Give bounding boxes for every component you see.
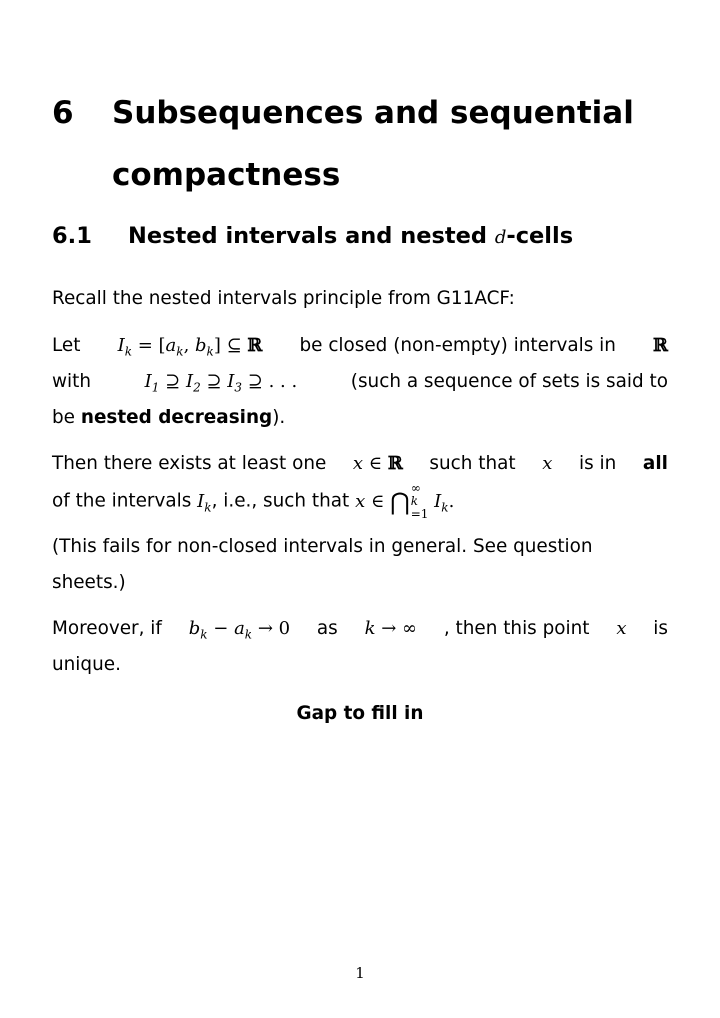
fails-text: (This fails for non-closed intervals in general. See question xyxy=(52,536,593,557)
paragraph-line xyxy=(52,446,668,482)
text-with: with xyxy=(52,371,92,392)
text-of-intervals: of the intervals xyxy=(52,490,192,512)
nested-intervals-paragraph xyxy=(52,328,668,436)
text-moreover-if: Moreover, if xyxy=(52,618,162,639)
text-is: is xyxy=(653,618,668,639)
text-then-exists: Then there exists at least one xyxy=(52,453,327,474)
sheets-text: sheets.) xyxy=(52,572,126,593)
text-is-in: is in xyxy=(579,453,617,474)
math-k-to-infinity: k → ∞ xyxy=(364,618,418,639)
math-intersection: x ∈ ⋂ ∞ k =1 $I_k$. xyxy=(355,481,455,521)
math-x: x xyxy=(542,453,553,474)
text-be-closed: be closed (non-empty) intervals in xyxy=(299,335,616,356)
unique-text: unique. xyxy=(52,654,121,675)
text-then-point: , then this point xyxy=(443,618,590,639)
counterexample-paragraph xyxy=(52,529,668,601)
term-all: all xyxy=(642,453,668,474)
math-x: x xyxy=(616,618,627,639)
page-number: 1 xyxy=(355,964,365,982)
section-number: 6 xyxy=(52,95,74,131)
text-as: as xyxy=(316,618,338,639)
math-ik: $I_k$ xyxy=(197,490,212,515)
text-let: Let xyxy=(52,335,81,356)
subsection-number: 6.1 xyxy=(52,223,92,249)
math-length-to-zero: $b_k - a_k \to 0$ xyxy=(188,618,291,642)
section-title-line-2: compactness xyxy=(112,157,341,193)
existence-paragraph xyxy=(52,446,668,521)
paragraph-line xyxy=(52,364,668,400)
section-title xyxy=(112,82,668,206)
document-page xyxy=(52,0,668,1018)
uniqueness-paragraph xyxy=(52,611,668,683)
recall-paragraph xyxy=(52,281,668,317)
text-be: be xyxy=(52,407,75,428)
paragraph-line xyxy=(52,481,668,521)
section-title-line-1: Subsequences and sequential xyxy=(112,95,634,131)
math-reals: ℝ xyxy=(653,335,668,356)
subsection-title xyxy=(128,216,573,258)
paragraph-line xyxy=(52,328,668,364)
text-close-paren: ). xyxy=(272,407,286,428)
math-x-in-reals: x ∈ ℝ xyxy=(352,453,403,474)
text-ie-such-that: , i.e., such that xyxy=(211,490,350,512)
recall-text: Recall the nested intervals principle from G11ACF: xyxy=(52,288,515,309)
subsection-title-variable: d xyxy=(494,227,507,248)
text-such-that: such that xyxy=(429,453,516,474)
subsection-title-suffix: -cells xyxy=(506,223,574,249)
paragraph-line xyxy=(52,611,668,647)
subsection-title-prefix: Nested intervals and nested xyxy=(128,223,495,249)
math-nested-chain: $I_1$ ⊇ $I_2$ ⊇ $I_3$ ⊇ . . . xyxy=(144,371,298,395)
term-nested-decreasing: nested decreasing xyxy=(80,407,273,428)
math-interval-definition: $I_k = [a_k$, $b_k$] ⊆ ℝ xyxy=(117,335,263,359)
paragraph-line xyxy=(52,400,668,436)
text-such-sequence: (such a sequence of sets is said to xyxy=(350,371,668,392)
gap-to-fill-label: Gap to fill in xyxy=(296,703,424,724)
